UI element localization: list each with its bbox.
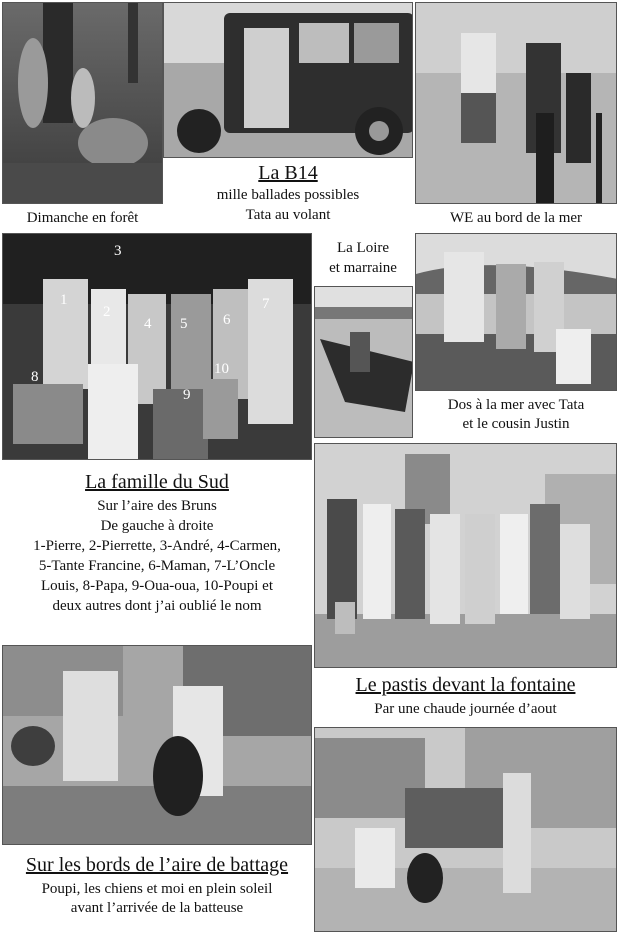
number-10: 10 [214,361,229,377]
caption-battage-line2: avant l’arrivée de la batteuse [70,900,244,916]
photo-b14 [163,2,413,158]
photo-battage-enfants [2,645,312,845]
number-3: 3 [114,243,122,259]
caption-famille-title: La famille du Sud [85,471,229,493]
caption-famille-line5: Louis, 8-Papa, 9-Oua-oua, 10-Poupi et [40,578,274,594]
number-6: 6 [223,312,231,328]
caption-dimanche: Dimanche en forêt [26,210,139,226]
caption-loire-line2: et marraine [329,260,397,276]
photo-battage-cour [314,727,617,932]
caption-pastis-line: Par une chaude journée d’aout [374,701,557,717]
number-9: 9 [183,387,191,403]
caption-mer: WE au bord de la mer [449,210,583,226]
number-7: 7 [262,296,270,312]
number-2: 2 [103,304,111,320]
photo-dos-mer [415,233,617,391]
number-8: 8 [31,369,39,385]
caption-famille-line6: deux autres dont j’ai oublié le nom [52,598,262,614]
caption-battage-line1: Poupi, les chiens et moi en plein soleil [41,881,273,897]
photo-loire [314,286,413,438]
photo-mer [415,2,617,204]
photo-famille [2,233,312,460]
caption-b14-title: La B14 [258,162,318,184]
number-5: 5 [180,316,188,332]
number-4: 4 [144,316,152,332]
caption-famille-line2: De gauche à droite [100,518,214,534]
caption-loire-line1: La Loire [336,240,390,256]
number-1: 1 [60,292,68,308]
caption-dos-line1: Dos à la mer avec Tata [447,397,585,413]
caption-b14-line1: mille ballades possibles [216,187,360,203]
photo-foret [2,2,163,204]
photo-pastis [314,443,617,668]
caption-dos-line2: et le cousin Justin [462,416,570,432]
caption-b14-line2: Tata au volant [245,207,331,223]
caption-famille-line4: 5-Tante Francine, 6-Maman, 7-L’Oncle [38,558,276,574]
caption-famille-line1: Sur l’aire des Bruns [97,498,217,514]
caption-battage-title: Sur les bords de l’aire de battage [25,854,289,876]
caption-famille-line3: 1-Pierre, 2-Pierrette, 3-André, 4-Carmen, [33,538,281,554]
caption-pastis-title: Le pastis devant la fontaine [355,674,576,696]
